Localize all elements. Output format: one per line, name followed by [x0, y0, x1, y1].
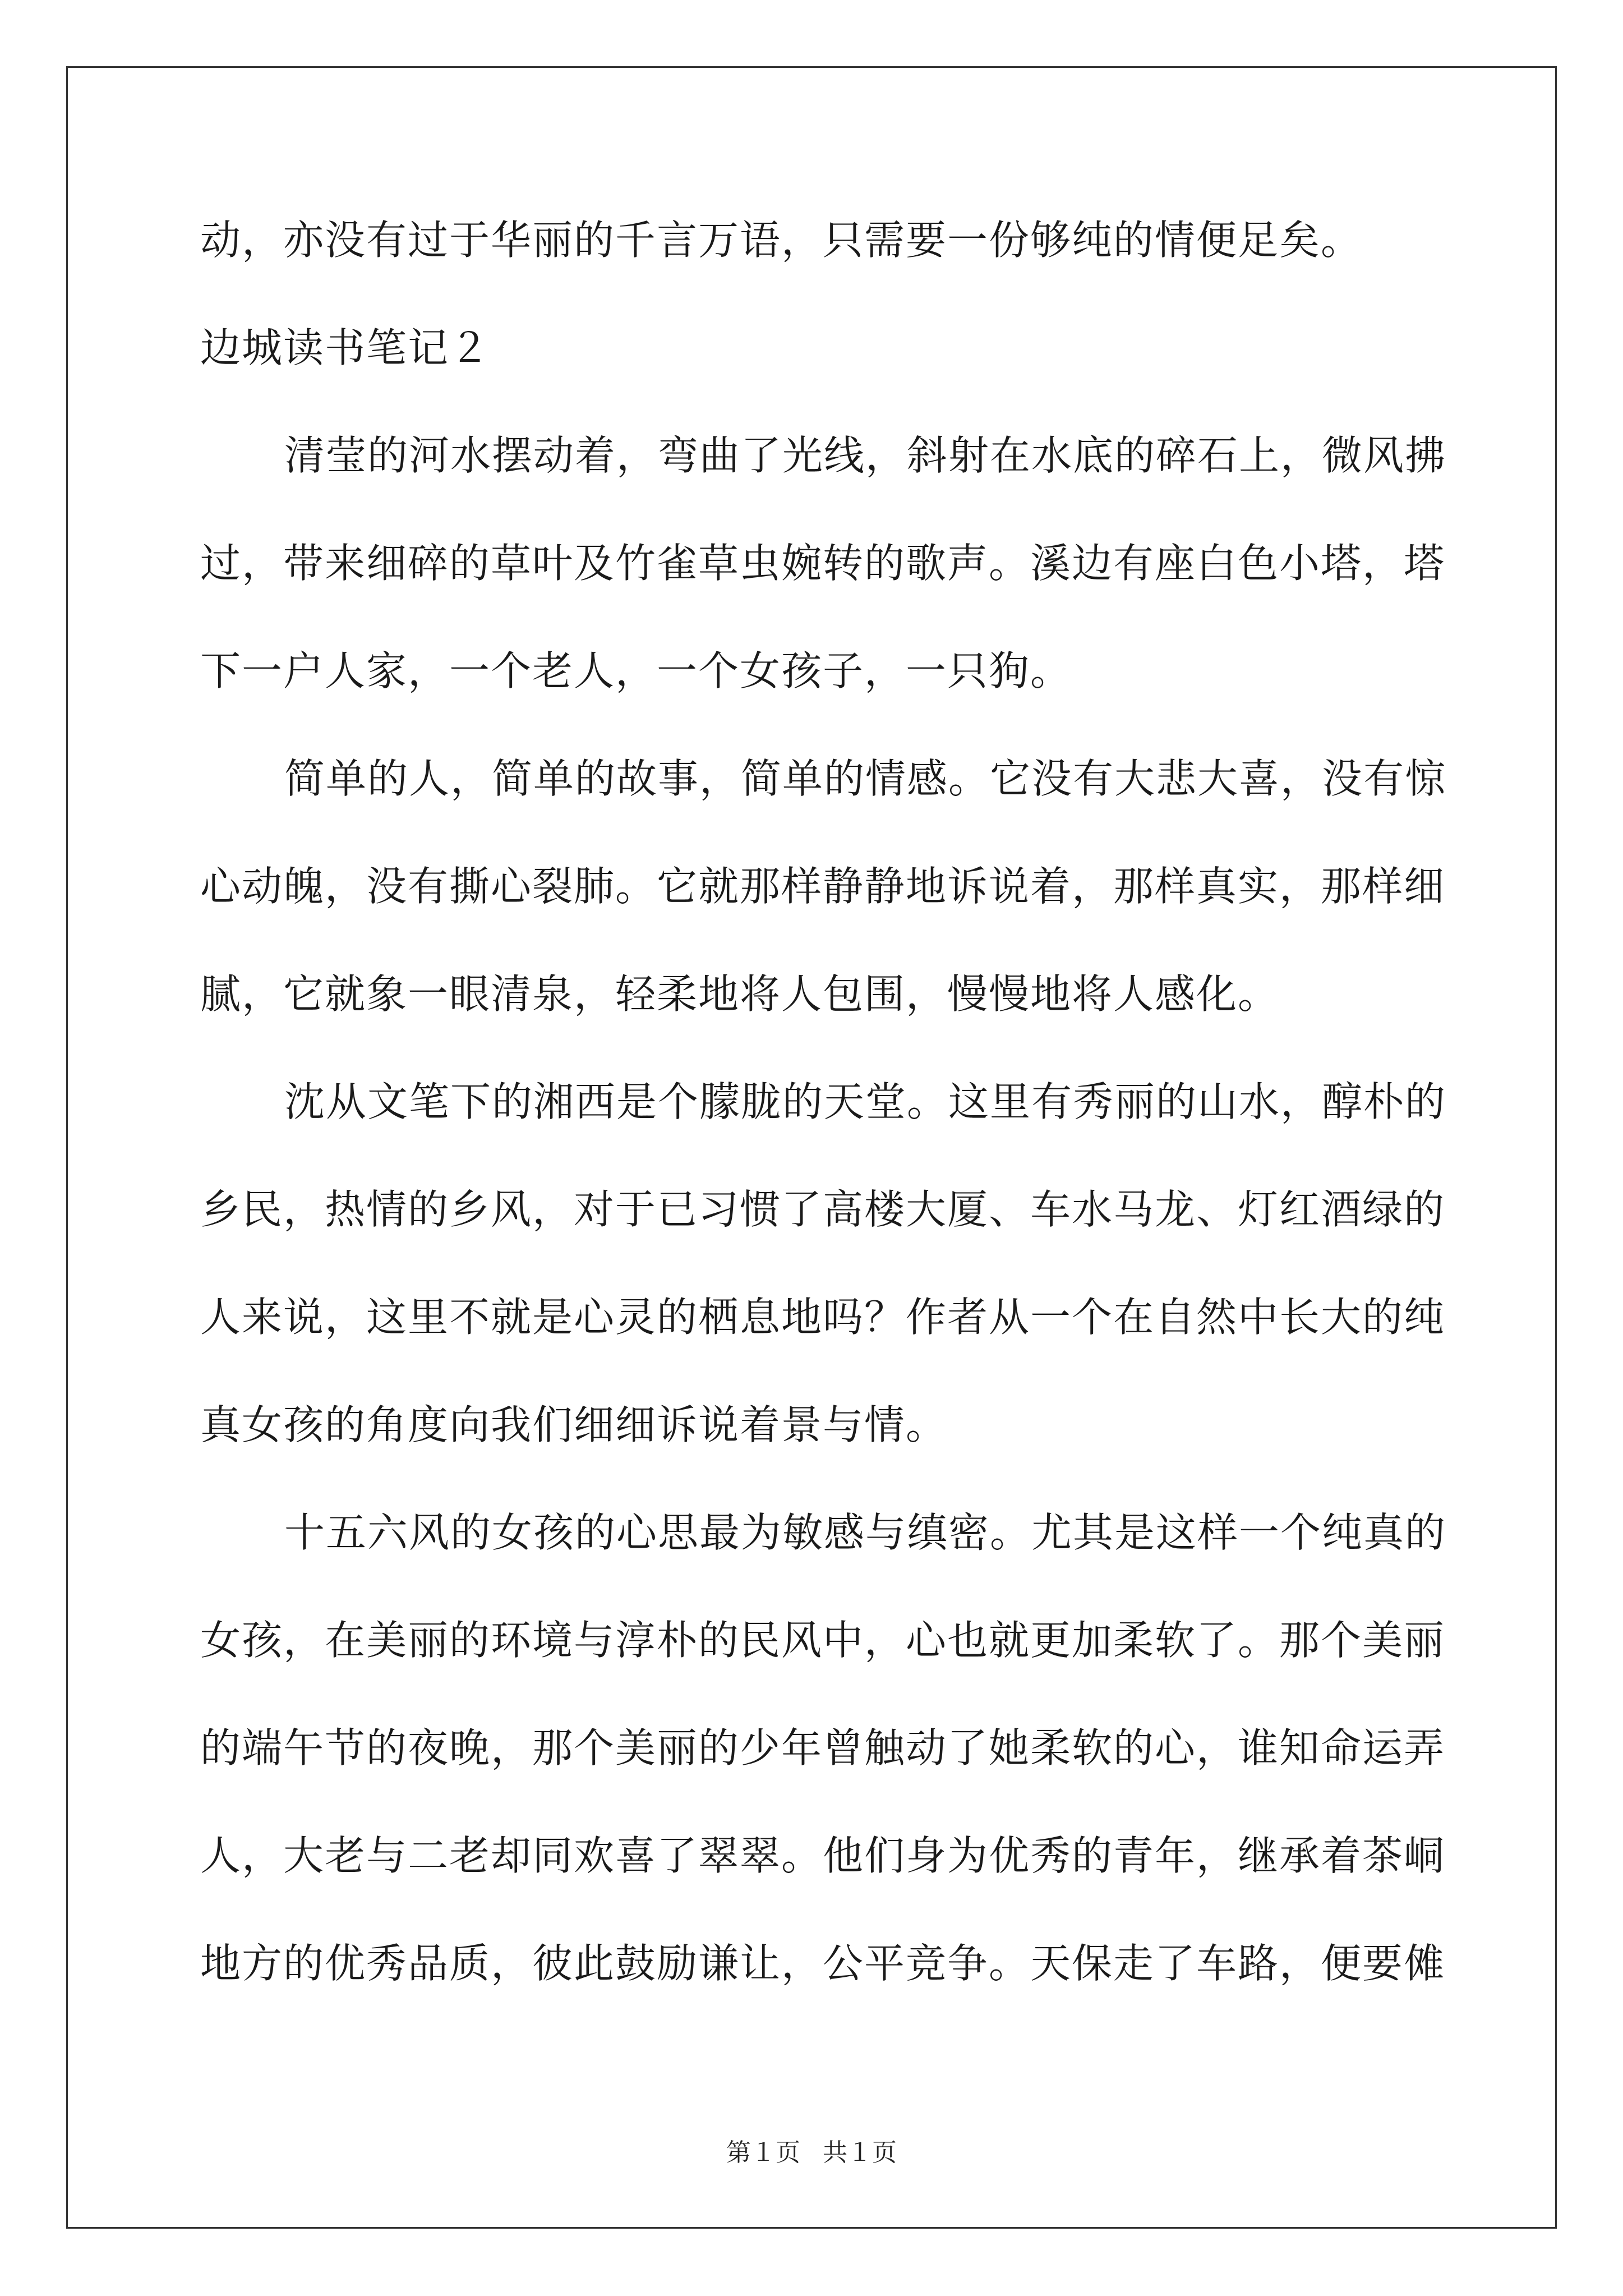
- paragraph-1: [200, 429, 1447, 698]
- paragraph-line: 沈从文笔下的湘西是个朦胧的天堂。这里有秀丽的山水，醇朴的: [284, 1078, 1447, 1125]
- paragraph-line: 下一户人家，一个老人，一个女孩子，一只狗。: [200, 647, 1072, 694]
- paragraph-4: [200, 1506, 1447, 1990]
- paragraph-line: 人，大老与二老却同欢喜了翠翠。他们身为优秀的青年，继承着茶峒: [200, 1832, 1446, 1879]
- paragraph-continuation: 动，亦没有过于华丽的千言万语，只需要一份够纯的情便足矣。: [200, 217, 1363, 264]
- paragraph-line: 清莹的河水摆动着，弯曲了光线，斜射在水底的碎石上，微风拂: [284, 432, 1447, 479]
- paragraph-line: 腻，它就象一眼清泉，轻柔地将人包围，慢慢地将人感化。: [200, 970, 1280, 1018]
- paragraph-line: 女孩，在美丽的环境与淳朴的民风中，心也就更加柔软了。那个美丽: [200, 1617, 1446, 1664]
- paragraph-line: 过，带来细碎的草叶及竹雀草虫婉转的歌声。溪边有座白色小塔，塔: [200, 540, 1446, 587]
- page-number: 第１页: [726, 2138, 800, 2167]
- page-footer: [0, 2136, 1623, 2170]
- page-total: 共１页: [823, 2138, 897, 2167]
- paragraph-line: 人来说，这里不就是心灵的栖息地吗？作者从一个在自然中长大的纯: [200, 1294, 1446, 1341]
- paragraph-line: 乡民，热情的乡风，对于已习惯了高楼大厦、车水马龙、灯红酒绿的: [200, 1186, 1446, 1233]
- paragraph-line: 真女孩的角度向我们细细诉说着景与情。: [200, 1401, 948, 1448]
- paragraph-line: 的端午节的夜晚，那个美丽的少年曾触动了她柔软的心，谁知命运弄: [200, 1724, 1446, 1772]
- paragraph-2: [200, 752, 1447, 1021]
- paragraph-3: [200, 1075, 1447, 1452]
- section-heading: 边城读书笔记２: [200, 324, 491, 371]
- paragraph-line: 地方的优秀品质，彼此鼓励谦让，公平竞争。天保走了车路，便要傩: [200, 1940, 1446, 1987]
- paragraph-line: 心动魄，没有撕心裂肺。它就那样静静地诉说着，那样真实，那样细: [200, 863, 1446, 910]
- paragraph-line: 十五六风的女孩的心思最为敏感与缜密。尤其是这样一个纯真的: [284, 1509, 1447, 1556]
- document-body: [200, 213, 1447, 2044]
- paragraph-line: 简单的人，简单的故事，简单的情感。它没有大悲大喜，没有惊: [284, 755, 1447, 802]
